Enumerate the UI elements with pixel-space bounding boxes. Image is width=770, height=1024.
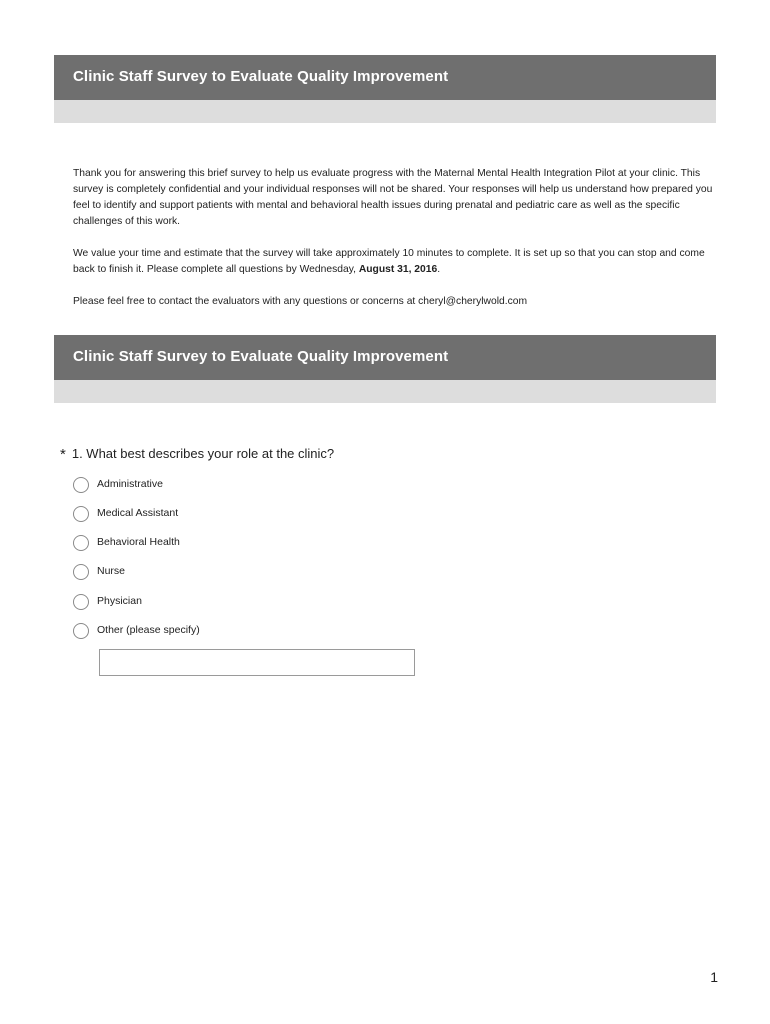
section-header — [54, 55, 716, 100]
question-1 — [60, 446, 334, 463]
option-label: Administrative — [97, 478, 163, 490]
radio-button[interactable] — [73, 477, 89, 493]
radio-button[interactable] — [73, 535, 89, 551]
option-label: Nurse — [97, 565, 126, 577]
intro-paragraph-2-text: We value your time and estimate that the survey will take approximately 10 minutes to complete. It is set up so that you can stop and come back to finish it. Please complete all questions by Wednesday, — [73, 248, 705, 275]
intro-paragraph-2 — [73, 246, 713, 278]
radio-button[interactable] — [73, 506, 89, 522]
required-mark: * — [60, 446, 66, 463]
other-specify-input[interactable] — [99, 649, 415, 676]
option-label: Physician — [97, 595, 142, 607]
page-number: 1 — [710, 969, 718, 985]
option-label: Behavioral Health — [97, 536, 180, 548]
intro-paragraph-3: Please feel free to contact the evaluators with any questions or concerns at cheryl@cherylwold.com — [73, 296, 528, 307]
survey-title: Clinic Staff Survey to Evaluate Quality Improvement — [73, 68, 449, 85]
radio-button[interactable] — [73, 564, 89, 580]
section-header-subbar-2 — [54, 380, 716, 403]
radio-button[interactable] — [73, 623, 89, 639]
question-1-text: 1. What best describes your role at the clinic? — [71, 446, 335, 461]
section-header-subbar — [54, 100, 716, 123]
intro-paragraph-2-end: . — [437, 264, 441, 275]
option-label: Medical Assistant — [97, 507, 179, 519]
intro-paragraph-1: Thank you for answering this brief survey to help us evaluate progress with the Maternal Mental Health Integration Pilot at your clinic. This survey is completely confidential and your individual responses will not be shared. Your responses will help us understand how prepared you feel to identify and support patients with mental and behavioral health issues during prenatal and pediatric care as well as the specific challenges of this work. — [73, 168, 713, 227]
section-title: Clinic Staff Survey to Evaluate Quality Improvement — [73, 348, 449, 365]
section-header-2 — [54, 335, 716, 380]
option-label: Other (please specify) — [97, 624, 200, 636]
intro-text — [73, 166, 713, 310]
deadline-date: August 31, 2016 — [358, 264, 438, 275]
radio-button[interactable] — [73, 594, 89, 610]
